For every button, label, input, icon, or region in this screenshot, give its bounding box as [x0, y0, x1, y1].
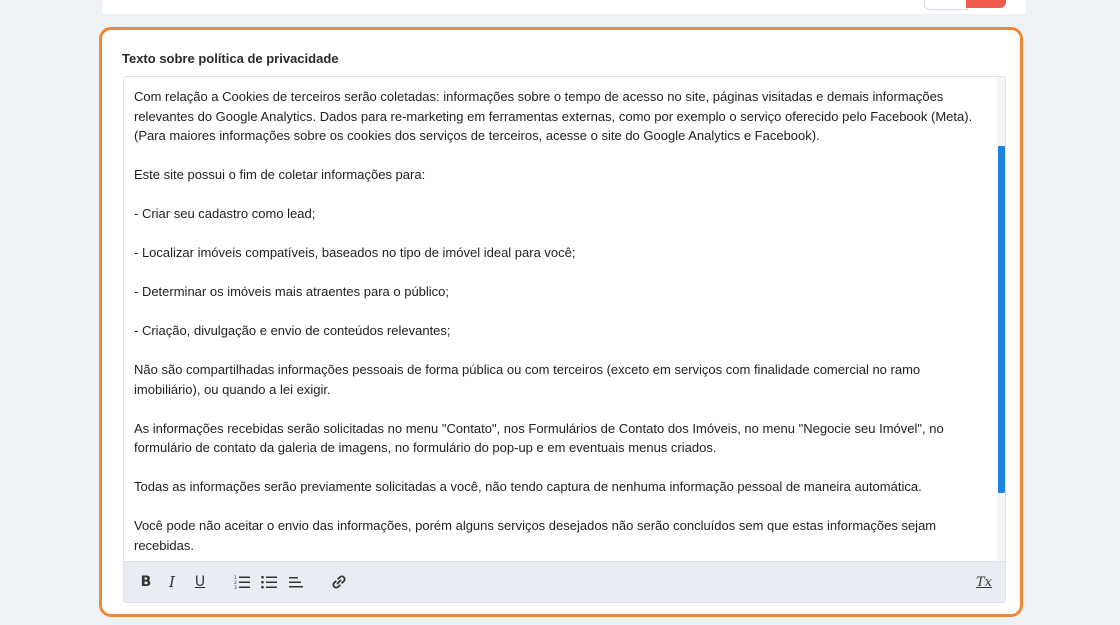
editor-content-area[interactable] — [124, 77, 997, 563]
editor-paragraph: Todas as informações serão previamente solicitadas a você, não tendo captura de nenhuma informação pessoal de maneira automática. — [134, 479, 922, 494]
link-icon — [331, 574, 347, 590]
bullet-list-button[interactable] — [259, 572, 279, 592]
editor-scrollbar[interactable] — [997, 77, 1005, 563]
bullet-list-icon — [261, 575, 277, 589]
editor-paragraph: Você pode não aceitar o envio das informações, porém alguns serviços desejados não serão concluídos sem que estas informações sejam recebidas. — [134, 518, 940, 553]
bold-icon: B — [140, 574, 152, 590]
editor-paragraph: Não são compartilhadas informações pessoais de forma pública ou com terceiros (exceto em serviços com finalidade comercial no ramo imobiliário), ou quando a lei exigir. — [134, 362, 924, 397]
rich-text-editor[interactable] — [123, 76, 1006, 603]
editor-paragraph: - Localizar imóveis compatíveis, baseados no tipo de imóvel ideal para você; — [134, 245, 576, 260]
clear-formatting-button[interactable] — [974, 572, 994, 592]
underline-button[interactable] — [190, 572, 210, 592]
italic-button[interactable] — [162, 572, 182, 592]
underline-icon: U — [194, 574, 206, 590]
svg-text:1: 1 — [234, 576, 237, 581]
editor-paragraph: - Determinar os imóveis mais atraentes para o público; — [134, 284, 450, 299]
svg-text:2: 2 — [234, 581, 237, 586]
ordered-list-button[interactable] — [232, 572, 252, 592]
ordered-list-icon — [234, 575, 250, 589]
field-label: Texto sobre política de privacidade — [122, 51, 339, 66]
clear-format-icon: Tx — [975, 574, 992, 590]
editor-toolbar — [124, 561, 1005, 602]
top-action-button-secondary[interactable] — [924, 0, 968, 10]
top-action-button-danger[interactable] — [966, 0, 1006, 8]
editor-paragraph: - Criar seu cadastro como lead; — [134, 206, 316, 221]
align-left-icon — [289, 576, 303, 589]
editor-paragraph: As informações recebidas serão solicitadas no menu "Contato", nos Formulários de Contato dos Imóveis, no menu "Negocie seu Imóvel", no formulário de contato da galeria de imagens, no formulário do pop-up e em eventuais menus criados. — [134, 420, 948, 455]
italic-icon: I — [169, 573, 175, 591]
scrollbar-thumb[interactable] — [998, 146, 1005, 493]
previous-card-edge — [102, 0, 1026, 14]
bold-button[interactable] — [136, 572, 156, 592]
editor-paragraph: Com relação a Cookies de terceiros serão coletadas: informações sobre o tempo de acesso no site, páginas visitadas e demais informações relevantes do Google Analytics. Dados para re-marketing em ferramentas externas, como por exemplo o serviço oferecido pelo Facebook (Meta). (Para maiores informações sobre os cookies dos serviços de terceiros, acesse o site do Google Analytics e Facebook). — [134, 89, 976, 143]
privacy-policy-panel — [99, 27, 1023, 617]
editor-paragraph: Este site possui o fim de coletar informações para: — [134, 167, 426, 182]
insert-link-button[interactable] — [329, 572, 349, 592]
align-left-button[interactable] — [286, 572, 306, 592]
svg-text:3: 3 — [234, 586, 237, 589]
editor-paragraph: - Criação, divulgação e envio de conteúdos relevantes; — [134, 323, 451, 338]
